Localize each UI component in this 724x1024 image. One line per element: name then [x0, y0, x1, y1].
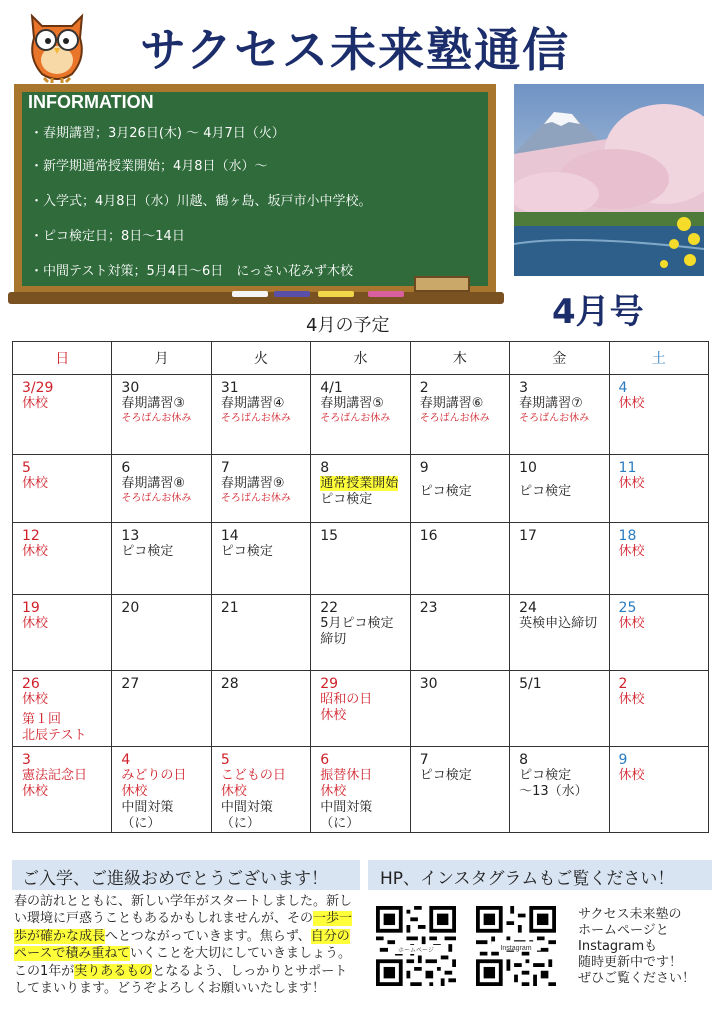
day-cell — [609, 455, 708, 523]
day-event: ピコ検定 — [320, 492, 373, 507]
weekday-tue: 火 — [211, 342, 310, 375]
greeting-highlight: 自分のペースで積み重ねて — [14, 928, 350, 962]
day-number: 3 — [519, 380, 529, 396]
greeting-text: へとつながっていきます。焦らず、 — [105, 928, 311, 944]
calendar-week — [13, 747, 709, 833]
greeting-highlight: 一歩一歩が確かな成長 — [14, 911, 353, 944]
day-event: 休校 — [320, 784, 347, 799]
day-event: 春期講習⑨ — [220, 476, 285, 491]
day-event: ピコ検定 — [121, 544, 174, 559]
sns-message — [578, 907, 695, 987]
day-cell — [510, 523, 609, 595]
day-cell — [410, 375, 509, 455]
day-cell — [510, 375, 609, 455]
day-event: 春期講習⑧ — [121, 476, 186, 491]
weekday-mon: 月 — [112, 342, 211, 375]
day-event: 休校 — [22, 616, 49, 631]
day-note: そろばんお休み — [121, 493, 192, 504]
day-cell — [410, 523, 509, 595]
day-event: 休校 — [320, 708, 347, 723]
day-cell — [13, 747, 112, 833]
day-note: そろばんお休み — [220, 493, 291, 504]
day-number: 9 — [419, 460, 429, 476]
weekday-thu: 木 — [410, 342, 509, 375]
day-number: 19 — [22, 600, 40, 616]
day-number: 11 — [618, 460, 637, 476]
day-cell — [211, 747, 310, 833]
sns-line: Instagramも — [578, 939, 658, 954]
day-cell — [13, 671, 112, 747]
day-event: 中間対策 — [121, 800, 174, 815]
day-event: 休校 — [22, 476, 49, 491]
day-cell — [410, 595, 509, 671]
day-cell — [112, 375, 211, 455]
day-event: 休校 — [22, 396, 49, 411]
day-number: 25 — [618, 600, 637, 616]
day-cell — [112, 747, 211, 833]
day-event: 春期講習⑦ — [519, 396, 583, 411]
weekday-sun: 日 — [13, 342, 112, 375]
calendar-week — [13, 671, 709, 747]
day-event: 休校 — [618, 544, 645, 559]
day-event: 休校 — [22, 544, 49, 559]
sns-line: 随時更新中です！ — [578, 955, 683, 970]
day-number: 18 — [618, 528, 637, 544]
day-event: こどもの日 — [220, 768, 286, 783]
day-number: 20 — [121, 600, 140, 616]
day-number: 4 — [121, 752, 131, 768]
day-number: 31 — [220, 380, 239, 396]
day-note: そろばんお休み — [320, 413, 391, 424]
day-event: ピコ検定 — [419, 484, 472, 499]
day-cell — [311, 523, 410, 595]
day-number: 22 — [320, 600, 339, 616]
day-event: （に） — [320, 816, 360, 831]
day-note: そろばんお休み — [220, 413, 291, 424]
day-event: 締切 — [320, 632, 347, 647]
day-cell — [609, 671, 708, 747]
day-number: 24 — [519, 600, 537, 616]
day-number: 6 — [320, 752, 330, 768]
day-cell — [311, 455, 410, 523]
information-heading: INFORMATION — [28, 92, 154, 112]
info-item: ・中間テスト対策；5月4日〜6日 にっさい花みず木校 — [30, 264, 354, 279]
day-event: ピコ検定 — [419, 768, 472, 783]
day-number: 3 — [22, 752, 31, 768]
day-cell — [13, 523, 112, 595]
info-item: ・入学式；4月8日（水）川越、鶴ヶ島、坂戸市小中学校。 — [30, 194, 372, 209]
chalk-yellow — [318, 291, 354, 297]
day-number: 23 — [419, 600, 438, 616]
greeting-message — [14, 893, 354, 997]
day-number: 28 — [220, 676, 239, 692]
day-number: 5 — [220, 752, 230, 768]
day-event: 春期講習③ — [121, 396, 186, 411]
day-event: ピコ検定 — [220, 544, 273, 559]
chalk-white — [232, 291, 268, 297]
day-number: 12 — [22, 528, 40, 544]
day-cell — [112, 595, 211, 671]
day-event: 春期講習⑤ — [320, 396, 384, 411]
sns-heading: HP、インスタグラムもご覧ください！ — [368, 860, 712, 890]
greeting-highlight: 実りあるもの — [74, 963, 153, 979]
day-cell — [211, 455, 310, 523]
owl-mascot-icon — [22, 8, 92, 84]
greeting-text: となるよう、しっかりとサポートしてまいります。どうぞよろしくお願いいたします！ — [14, 963, 348, 997]
day-number: 7 — [220, 460, 230, 476]
day-number: 21 — [220, 600, 239, 616]
homepage-qr-label: ホームページ — [388, 945, 444, 954]
weekday-header-row — [13, 342, 709, 375]
april-calendar — [12, 341, 709, 833]
day-number: 30 — [419, 676, 438, 692]
day-event: 〜13（水） — [519, 784, 588, 799]
day-cell — [410, 747, 509, 833]
day-event: 中間対策 — [320, 800, 373, 815]
day-event: 休校 — [618, 616, 645, 631]
calendar-week — [13, 595, 709, 671]
day-event: 北辰テスト — [22, 728, 87, 743]
day-cell — [410, 455, 509, 523]
day-number: 2 — [618, 676, 628, 692]
day-cell — [510, 671, 609, 747]
day-event: ピコ検定 — [519, 768, 572, 783]
day-cell — [112, 455, 211, 523]
day-event: 昭和の日 — [320, 692, 373, 707]
day-cell — [13, 375, 112, 455]
greeting-heading: ご入学、ご進級おめでとうございます！ — [12, 860, 360, 890]
day-note: そろばんお休み — [419, 413, 490, 424]
day-event: 中間対策 — [220, 800, 273, 815]
day-event: みどりの日 — [121, 768, 187, 783]
day-cell — [311, 671, 410, 747]
chalk-pink — [368, 291, 404, 297]
calendar-week — [13, 455, 709, 523]
day-cell — [609, 375, 708, 455]
day-number: 26 — [22, 676, 40, 692]
day-cell — [13, 455, 112, 523]
spring-photo — [514, 84, 704, 276]
day-number: 16 — [419, 528, 438, 544]
greeting-text: 春の訪れとともに、新しい学年がスタートしました。新しい環境に戸惑うこともあるかもしれませんが、その — [14, 894, 353, 927]
day-event: 休校 — [618, 692, 645, 707]
day-event: （に） — [121, 816, 161, 831]
info-item: ・新学期通常授業開始；4月8日（水）〜 — [30, 159, 268, 174]
day-cell — [211, 375, 310, 455]
day-event: 5月ピコ検定 — [320, 616, 394, 631]
day-event: 春期講習④ — [220, 396, 285, 411]
day-event: 第１回 — [22, 712, 62, 727]
day-cell — [510, 747, 609, 833]
day-number: 8 — [320, 460, 330, 476]
day-number: 17 — [519, 528, 537, 544]
day-event: （に） — [220, 816, 260, 831]
day-cell — [311, 375, 410, 455]
day-cell — [112, 523, 211, 595]
day-number: 4 — [618, 380, 628, 396]
day-cell — [13, 595, 112, 671]
day-number: 9 — [618, 752, 628, 768]
day-event: 憲法記念日 — [22, 768, 88, 783]
day-number: 14 — [220, 528, 239, 544]
day-number: 6 — [121, 460, 131, 476]
info-item: ・ピコ検定日；8日〜14日 — [30, 229, 185, 244]
day-number: 29 — [320, 676, 339, 692]
day-cell — [211, 523, 310, 595]
info-item: ・春期講習；3月26日(木) 〜 4月7日（火） — [30, 126, 285, 141]
day-event: 休校 — [121, 784, 148, 799]
day-event: 英検申込締切 — [519, 616, 598, 631]
day-event: 休校 — [618, 476, 645, 491]
day-event: 休校 — [220, 784, 247, 799]
day-event-highlight: 通常授業開始 — [320, 476, 399, 491]
day-cell — [410, 671, 509, 747]
day-event: 休校 — [22, 692, 49, 707]
day-number: 13 — [121, 528, 140, 544]
weekday-wed: 水 — [311, 342, 410, 375]
schedule-title: 4月の予定 — [306, 315, 390, 336]
day-event: ピコ検定 — [519, 484, 572, 499]
weekday-sat: 土 — [609, 342, 708, 375]
day-number: 4/1 — [320, 380, 343, 396]
chalk-purple — [274, 291, 310, 297]
day-cell — [211, 595, 310, 671]
day-number: 10 — [519, 460, 537, 476]
calendar-week — [13, 375, 709, 455]
calendar-week — [13, 523, 709, 595]
sns-line: ぜひご覧ください！ — [578, 971, 696, 986]
instagram-qr-label: Instagram — [500, 945, 532, 952]
sns-line: サクセス未来塾の — [578, 907, 682, 922]
newsletter-title: サクセス未来塾通信 — [140, 23, 571, 77]
day-note: そろばんお休み — [121, 413, 192, 424]
day-number: 5 — [22, 460, 31, 476]
day-cell — [609, 747, 708, 833]
day-cell — [609, 595, 708, 671]
day-cell — [311, 747, 410, 833]
day-cell — [311, 595, 410, 671]
day-cell — [609, 523, 708, 595]
day-cell — [510, 595, 609, 671]
day-number: 15 — [320, 528, 339, 544]
eraser — [414, 276, 470, 292]
greeting-text: いくことを大切にしていきましょう。この1年が — [14, 946, 352, 979]
day-number: 27 — [121, 676, 140, 692]
day-number: 5/1 — [519, 676, 542, 692]
day-cell — [211, 671, 310, 747]
day-cell — [112, 671, 211, 747]
day-note: そろばんお休み — [519, 413, 590, 424]
day-event: 春期講習⑥ — [419, 396, 484, 411]
day-event: 休校 — [618, 768, 645, 783]
issue-label: 4月号 — [552, 292, 644, 332]
day-event: 振替休日 — [320, 768, 373, 783]
sns-line: ホームページと — [578, 923, 669, 938]
day-number: 2 — [419, 380, 429, 396]
day-number: 8 — [519, 752, 529, 768]
day-event: 休校 — [22, 784, 49, 799]
day-number: 30 — [121, 380, 140, 396]
day-event: 休校 — [618, 396, 645, 411]
day-number: 7 — [419, 752, 429, 768]
day-number: 3/29 — [22, 380, 54, 396]
day-cell — [510, 455, 609, 523]
weekday-fri: 金 — [510, 342, 609, 375]
